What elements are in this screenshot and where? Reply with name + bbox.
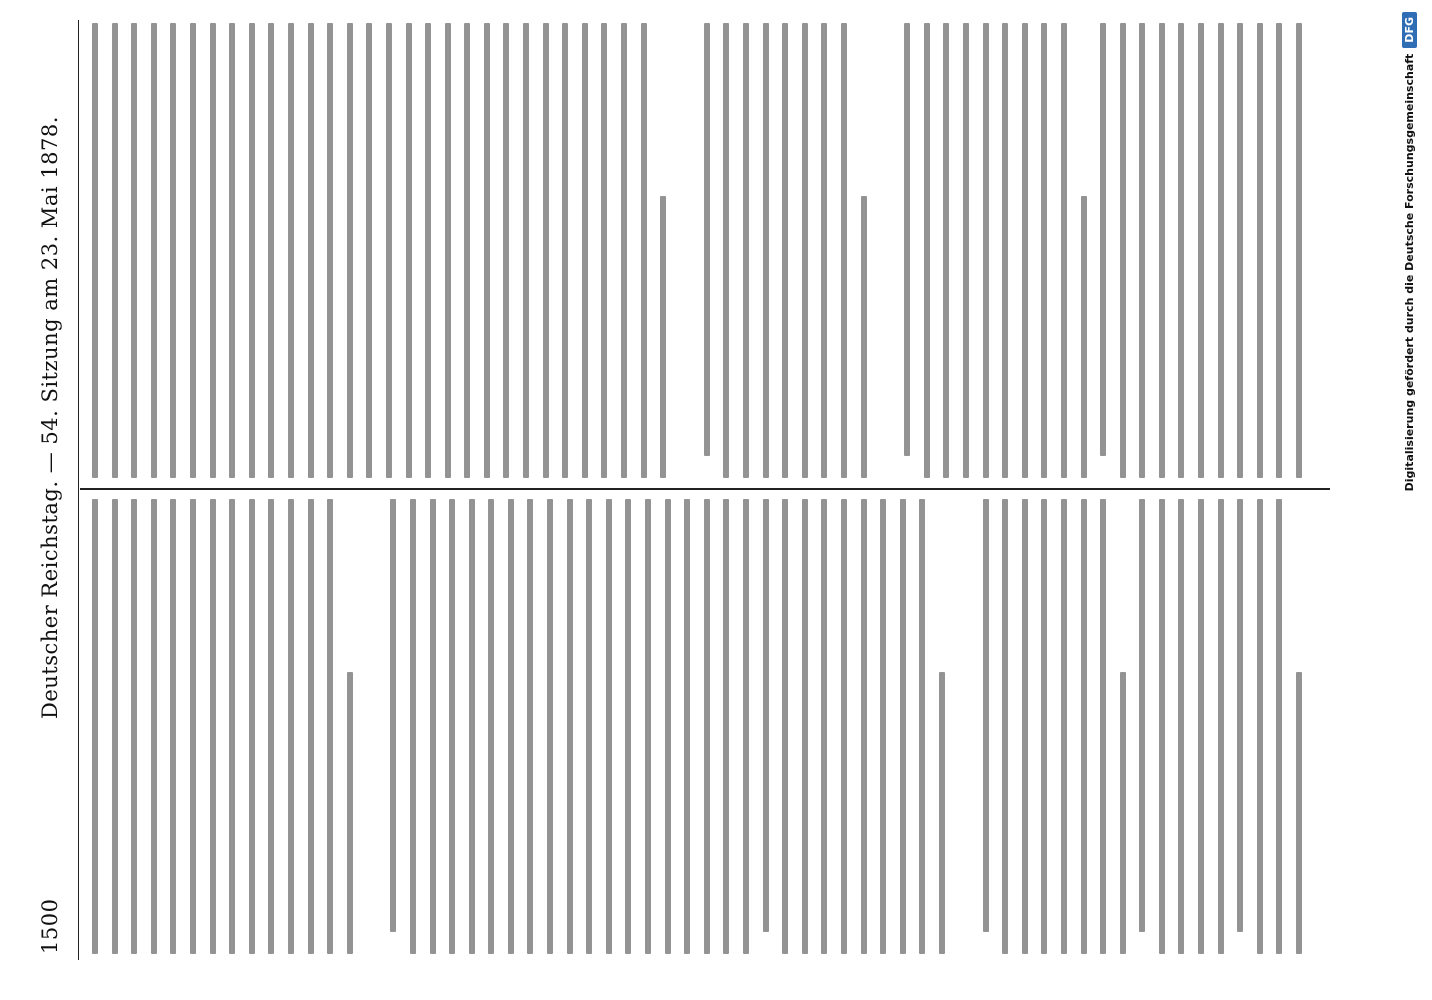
text-line-placeholder xyxy=(327,499,333,954)
text-line-placeholder xyxy=(763,499,769,932)
text-line-placeholder xyxy=(821,499,827,954)
text-line-placeholder xyxy=(1041,23,1047,478)
text-line-placeholder xyxy=(1159,499,1165,954)
text-line-placeholder xyxy=(723,23,729,478)
text-line-placeholder xyxy=(190,23,196,478)
text-line-placeholder xyxy=(625,499,631,954)
page-header-title: Deutscher Reichstag. — 54. Sitzung am 23. Mai 1878. xyxy=(38,116,62,719)
text-line-placeholder xyxy=(288,499,294,954)
text-line-placeholder xyxy=(1139,499,1145,932)
text-line-placeholder xyxy=(1159,23,1165,478)
text-line-placeholder xyxy=(1041,499,1047,954)
text-line-placeholder xyxy=(386,23,392,478)
text-line-placeholder xyxy=(983,499,989,932)
text-line-placeholder xyxy=(543,23,549,478)
text-line-placeholder xyxy=(1276,499,1282,954)
text-line-placeholder xyxy=(821,23,827,478)
text-line-placeholder xyxy=(1198,23,1204,478)
text-line-placeholder xyxy=(1100,23,1106,456)
text-line-placeholder xyxy=(92,23,98,478)
text-line-placeholder xyxy=(1100,499,1106,954)
text-line-placeholder xyxy=(1139,23,1145,478)
text-line-placeholder xyxy=(567,499,573,954)
text-line-placeholder xyxy=(1296,23,1302,478)
text-line-placeholder xyxy=(308,23,314,478)
column-divider xyxy=(80,488,1330,490)
text-line-placeholder xyxy=(1081,196,1087,478)
text-line-placeholder xyxy=(641,23,647,478)
text-line-placeholder xyxy=(229,23,235,478)
text-line-placeholder xyxy=(645,499,651,954)
text-line-placeholder xyxy=(268,499,274,954)
text-line-placeholder xyxy=(366,23,372,478)
text-line-placeholder xyxy=(547,499,553,954)
text-line-placeholder xyxy=(562,23,568,478)
text-line-placeholder xyxy=(1257,23,1263,478)
text-line-placeholder xyxy=(1120,23,1126,478)
text-line-placeholder xyxy=(1081,499,1087,954)
text-line-placeholder xyxy=(508,499,514,954)
text-line-placeholder xyxy=(1198,499,1204,954)
text-line-placeholder xyxy=(288,23,294,478)
text-line-placeholder xyxy=(841,23,847,478)
paragraph-gap xyxy=(880,23,904,478)
running-header xyxy=(34,24,68,954)
text-line-placeholder xyxy=(469,499,475,954)
text-line-placeholder xyxy=(464,23,470,478)
text-line-placeholder xyxy=(1296,672,1302,954)
text-line-placeholder xyxy=(802,499,808,954)
text-line-placeholder xyxy=(131,23,137,478)
text-line-placeholder xyxy=(841,499,847,954)
text-line-placeholder xyxy=(92,499,98,954)
text-line-placeholder xyxy=(802,23,808,478)
text-line-placeholder xyxy=(586,499,592,954)
text-line-placeholder xyxy=(503,23,509,478)
text-line-placeholder xyxy=(601,23,607,478)
text-line-placeholder xyxy=(1061,23,1067,478)
text-line-placeholder xyxy=(782,499,788,954)
paragraph-gap xyxy=(680,23,704,478)
text-line-placeholder xyxy=(449,499,455,954)
digitization-note: Digitalisierung gefördert durch die Deutsche Forschungsgemeinschaft xyxy=(1403,53,1416,492)
text-line-placeholder xyxy=(704,23,710,456)
text-line-placeholder xyxy=(249,23,255,478)
text-line-placeholder xyxy=(112,499,118,954)
text-line-placeholder xyxy=(347,672,353,954)
text-line-placeholder xyxy=(943,23,949,478)
text-line-placeholder xyxy=(410,499,416,954)
text-line-placeholder xyxy=(347,23,353,478)
text-line-placeholder xyxy=(621,23,627,478)
text-line-placeholder xyxy=(660,196,666,478)
text-line-placeholder xyxy=(190,499,196,954)
text-line-placeholder xyxy=(880,499,886,954)
text-line-placeholder xyxy=(1237,499,1243,932)
text-line-placeholder xyxy=(743,499,749,954)
text-line-placeholder xyxy=(268,23,274,478)
text-line-placeholder xyxy=(723,499,729,954)
paragraph-gap xyxy=(959,499,983,954)
text-line-placeholder xyxy=(1178,23,1184,478)
text-line-placeholder xyxy=(131,499,137,954)
text-line-placeholder xyxy=(1022,499,1028,954)
text-line-placeholder xyxy=(523,23,529,478)
text-line-placeholder xyxy=(488,499,494,954)
text-line-placeholder xyxy=(924,23,930,478)
page-number: 1500 xyxy=(38,898,62,954)
text-line-placeholder xyxy=(170,499,176,954)
header-rule xyxy=(78,20,79,960)
text-line-placeholder xyxy=(151,499,157,954)
text-line-placeholder xyxy=(704,499,710,954)
text-line-placeholder xyxy=(782,23,788,478)
text-line-placeholder xyxy=(406,23,412,478)
text-line-placeholder xyxy=(606,499,612,954)
paragraph-gap xyxy=(366,499,390,954)
text-line-placeholder xyxy=(582,23,588,478)
text-line-placeholder xyxy=(1002,23,1008,478)
text-line-placeholder xyxy=(1178,499,1184,954)
text-line-placeholder xyxy=(861,499,867,954)
text-line-placeholder xyxy=(1218,499,1224,954)
text-line-placeholder xyxy=(763,23,769,478)
text-line-placeholder xyxy=(527,499,533,954)
text-line-placeholder xyxy=(1120,672,1126,954)
text-line-placeholder xyxy=(249,499,255,954)
text-line-placeholder xyxy=(430,499,436,954)
text-line-placeholder xyxy=(1061,499,1067,954)
text-line-placeholder xyxy=(1022,23,1028,478)
text-line-placeholder xyxy=(900,499,906,954)
text-line-placeholder xyxy=(445,23,451,478)
text-line-placeholder xyxy=(170,23,176,478)
text-column-left xyxy=(92,499,1316,954)
text-line-placeholder xyxy=(861,196,867,478)
text-line-placeholder xyxy=(327,23,333,478)
text-line-placeholder xyxy=(904,23,910,456)
text-line-placeholder xyxy=(210,23,216,478)
text-line-placeholder xyxy=(1002,499,1008,954)
text-line-placeholder xyxy=(665,499,671,954)
digitization-stamp xyxy=(1402,12,1417,491)
text-line-placeholder xyxy=(390,499,396,932)
text-line-placeholder xyxy=(151,23,157,478)
text-line-placeholder xyxy=(484,23,490,478)
text-line-placeholder xyxy=(1257,499,1263,954)
text-line-placeholder xyxy=(1276,23,1282,478)
text-line-placeholder xyxy=(939,672,945,954)
text-line-placeholder xyxy=(1237,23,1243,478)
text-line-placeholder xyxy=(743,23,749,478)
text-column-right xyxy=(92,23,1316,478)
text-line-placeholder xyxy=(210,499,216,954)
text-line-placeholder xyxy=(963,23,969,478)
text-line-placeholder xyxy=(425,23,431,478)
text-line-placeholder xyxy=(983,23,989,478)
text-line-placeholder xyxy=(308,499,314,954)
text-line-placeholder xyxy=(1218,23,1224,478)
text-line-placeholder xyxy=(919,499,925,954)
text-line-placeholder xyxy=(684,499,690,954)
text-line-placeholder xyxy=(112,23,118,478)
text-line-placeholder xyxy=(229,499,235,954)
dfg-logo: DFG xyxy=(1402,12,1417,48)
